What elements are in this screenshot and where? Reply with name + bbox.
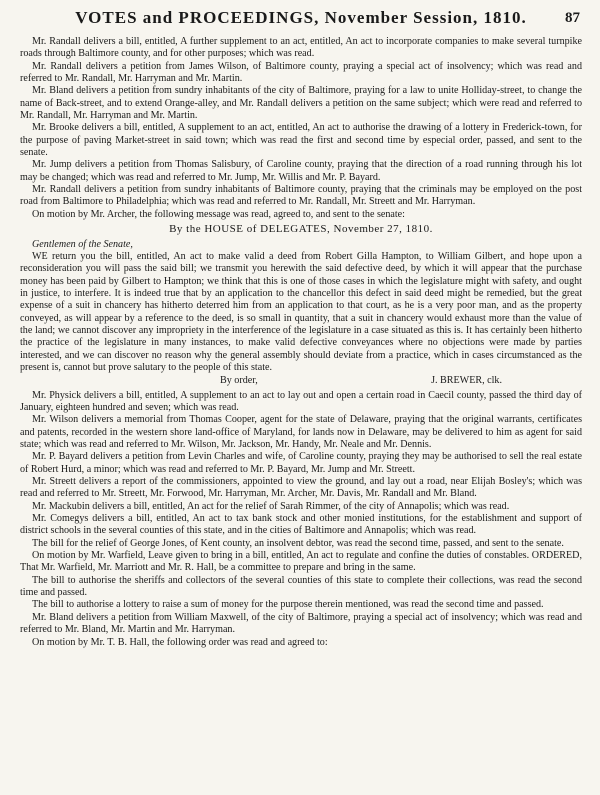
paragraph: Mr. Wilson delivers a memorial from Thomas Cooper, agent for the state of Delaware, praying that the original warrants, certificates and patents, recorded in the western shore land-office of Maryland, for lands now in Delaware, may be delivered to him as agent for said state; which was read and referred to Mr. Wilson, Mr. Jackson, Mr. Handy, Mr. Neale and Mr. Dennis.: [20, 414, 582, 450]
paragraph: Mr. Mackubin delivers a bill, entitled, An act for the relief of Sarah Rimmer, of the city of Annapolis; which was read.: [32, 500, 510, 512]
body-text: [20, 36, 582, 649]
clerk-signature: J. BREWER, clk.: [431, 375, 502, 387]
paragraph: Mr. Bland delivers a petition from sundry inhabitants of the city of Baltimore, praying for a law to unite Holliday-street, to change the name of Back-street, and to extend Orange-alley, and Mr. Randall delivers a petition on the same subject; which were read and referred to Mr. Randall, Mr. Harryman and Mr. Martin.: [20, 85, 582, 122]
page-number: 87: [565, 10, 580, 26]
paragraph: Mr. Physick delivers a bill, entitled, A supplement to an act to lay out and open a certain road in Caecil county, passed the third day of January, eighteen hundred and seven; which was read.: [20, 389, 582, 413]
paragraph: On motion by Mr. Warfield, Leave given to bring in a bill, entitled, An act to regulate and confine the duties of constables. ORDERED, That Mr. Warfield, Mr. Marriott and Mr. R. Hall, be a committee to prepare and bring in the same.: [20, 550, 582, 574]
message-salutation: Gentlemen of the Senate,: [32, 238, 133, 250]
paragraph: The bill to authorise a lottery to raise a sum of money for the purpose therein mentioned, was read the second time and passed.: [32, 599, 544, 611]
paragraph: Mr. Randall delivers a bill, entitled, A further supplement to an act, entitled, An act to incorporate companies to make several turnpike roads through Baltimore county, and for other purposes; which was read.: [20, 36, 582, 60]
paragraph: Mr. P. Bayard delivers a petition from Levin Charles and wife, of Caroline county, praying they may be authorised to sell the real estate of Robert Hurd, a minor; which was read and referred to Mr. P. Bayard, Mr. Jump and Mr. Streett.: [20, 451, 582, 475]
page-header: [20, 6, 582, 36]
message-heading: By the HOUSE of DELEGATES, November 27, 1810.: [169, 223, 433, 236]
paragraph: Mr. Randall delivers a petition from James Wilson, of Baltimore county, praying a special act of insolvency; which was read and referred to Mr. Randall, Mr. Harryman and Mr. Martin.: [20, 60, 582, 85]
paragraph: The bill for the relief of George Jones, of Kent county, an insolvent debtor, was read the second time, passed, and sent to the senate.: [32, 537, 564, 549]
paragraph: On motion by Mr. Archer, the following message was read, agreed to, and sent to the senate:: [32, 208, 405, 220]
by-order: By order,: [220, 375, 258, 387]
paragraph: Mr. Jump delivers a petition from Thomas Salisbury, of Caroline county, praying that the direction of a road running through his lot may be changed; which was read and referred to Mr. Jump, Mr. Willis and Mr. P. Bayard.: [20, 159, 582, 183]
message-signature-row: [20, 375, 582, 387]
paragraph: The bill to authorise the sheriffs and collectors of the several counties of this state to complete their collections, was read the second time and passed.: [20, 574, 582, 599]
paragraph: Mr. Streett delivers a report of the commissioners, appointed to view the ground, and lay out a road, near Elijah Bosley's; which was read and referred to Mr. Streett, Mr. Forwood, Mr. Harryman, Mr. Archer, Mr. Davis, Mr. Randall and Mr. Bland.: [20, 476, 582, 500]
paragraph: Mr. Randall delivers a petition from sundry inhabitants of Baltimore county, praying that the criminals may be employed on the post road from Baltimore to Philadelphia; which was read and referred to Mr. Randall, Mr. Streett and Mr. Harryman.: [20, 184, 582, 208]
message-body: WE return you the bill, entitled, An act to make valid a deed from Robert Gilla Hampton, to William Gilbert, and hope upon a reconsideration you will pass the said bill; we transmit you herewith the said defective deed, by which it will appear that the purchase money has been paid by Gilbert to Hampton; we think that this is one of those cases in which the legislature might with safety, and ought in justice, to interfere. It is indeed true that by an application to the chancellor this defect in said deed might be remedied, but the great expense of a suit in chancery has hitherto deterred him from an application to that court, as he is a very poor man, and as the property conveyed, as will appear by a reference to the deed, is so small in quantity, that a suit in chancery would exhaust more than the value of the land; we cannot discover any impropriety in the interference of the legislature in a case situated as this is. It has certainly been hitherto the practice of the legislature in many instances, to make valid defective conveyances where no objections were made by parties interested, and we can discover no reason why the general assembly should deviate from a practice, which in cases circumstanced as the present is, cannot but prove salutary to the people of this state.: [20, 250, 582, 373]
paragraph: Mr. Brooke delivers a bill, entitled, A supplement to an act, entitled, An act to authorise the drawing of a lottery in Frederick-town, for the purpose of paving Market-street in said town; which was read the first and second time by especial order, passed, and sent to the senate.: [20, 122, 582, 159]
paragraph: On motion by Mr. T. B. Hall, the following order was read and agreed to:: [32, 636, 328, 648]
paragraph: Mr. Bland delivers a petition from William Maxwell, of the city of Baltimore, praying a special act of insolvency; which was read and referred to Mr. Bland, Mr. Martin and Mr. Harryman.: [20, 611, 582, 636]
paragraph: Mr. Comegys delivers a bill, entitled, An act to tax bank stock and other monied institutions, for the establishment and support of district schools in the several counties of this state, and in the cities of Baltimore and Annapolis; which was read.: [20, 513, 582, 537]
running-title: VOTES and PROCEEDINGS, November Session, 1810.: [75, 8, 527, 27]
